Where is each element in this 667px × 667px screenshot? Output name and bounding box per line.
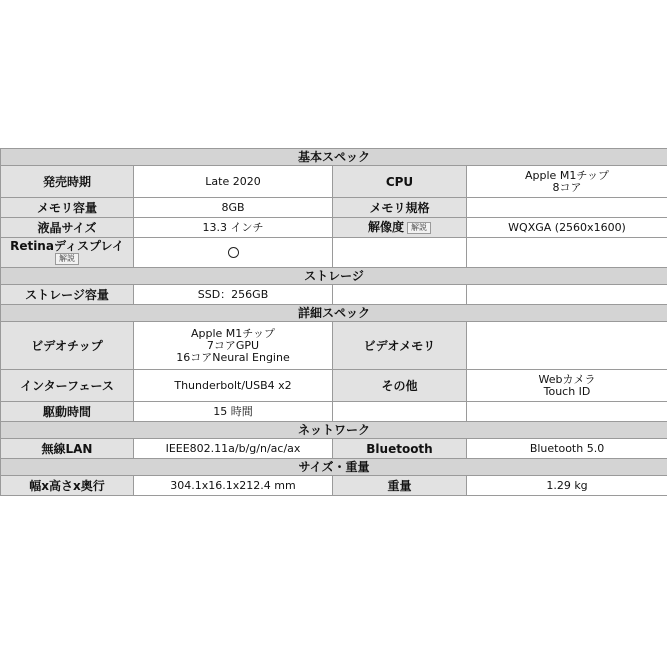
label-bluetooth: Bluetooth (333, 439, 467, 459)
value-wireless-lan: IEEE802.11a/b/g/n/ac/ax (134, 439, 333, 459)
label-cpu: CPU (333, 166, 467, 198)
label-dimensions: 幅x高さx奥行 (1, 476, 134, 496)
label-other: その他 (333, 370, 467, 402)
label-interface: インターフェース (1, 370, 134, 402)
value-resolution: WQXGA (2560x1600) (467, 218, 667, 238)
section-title-size: サイズ・重量 (1, 459, 667, 476)
label-weight: 重量 (333, 476, 467, 496)
value-video-line2: 7コアGPU (206, 338, 260, 352)
table-row (1, 166, 667, 198)
value-weight: 1.29 kg (467, 476, 667, 496)
value-other (467, 370, 667, 402)
value-retina (134, 238, 333, 268)
label-video-chip: ビデオチップ (1, 322, 134, 370)
label-battery: 駆動時間 (1, 402, 134, 422)
table-row (1, 285, 667, 305)
empty-cell (333, 238, 467, 268)
section-title-network: ネットワーク (1, 422, 667, 439)
table-row (1, 218, 667, 238)
value-dimensions: 304.1x16.1x212.4 mm (134, 476, 333, 496)
empty-cell (333, 285, 467, 305)
value-video-memory (467, 322, 667, 370)
label-retina: Retinaディスプレイ (10, 239, 124, 253)
label-storage-capacity: ストレージ容量 (1, 285, 134, 305)
section-title-storage: ストレージ (1, 268, 667, 285)
value-display-size: 13.3 インチ (134, 218, 333, 238)
value-interface: Thunderbolt/USB4 x2 (134, 370, 333, 402)
label-display-size: 液晶サイズ (1, 218, 134, 238)
label-memory: メモリ容量 (1, 198, 134, 218)
section-title-detail: 詳細スペック (1, 305, 667, 322)
value-video-line3: 16コアNeural Engine (176, 350, 290, 364)
value-cpu-line2: 8コア (552, 180, 582, 194)
empty-cell (467, 285, 667, 305)
label-retina-cell (1, 238, 134, 268)
value-memory-spec (467, 198, 667, 218)
label-resolution: 解像度 (367, 220, 404, 235)
table-row (1, 322, 667, 370)
circle-check-icon (228, 247, 239, 258)
value-cpu-line1: Apple M1チップ (525, 168, 609, 182)
value-release: Late 2020 (134, 166, 333, 198)
value-memory: 8GB (134, 198, 333, 218)
value-battery: 15 時間 (134, 402, 333, 422)
empty-cell (333, 402, 467, 422)
value-other-line2: Touch ID (543, 384, 591, 398)
label-video-memory: ビデオメモリ (333, 322, 467, 370)
empty-cell (467, 402, 667, 422)
explain-retina-button[interactable]: 解説 (55, 253, 79, 265)
label-resolution-cell (333, 218, 467, 238)
table-row (1, 238, 667, 268)
label-memory-spec: メモリ規格 (333, 198, 467, 218)
table-row (1, 370, 667, 402)
section-row-basic (1, 149, 667, 166)
section-row-storage (1, 268, 667, 285)
table-row (1, 402, 667, 422)
explain-resolution-button[interactable]: 解説 (407, 222, 431, 234)
spec-table (0, 148, 667, 496)
table-row (1, 198, 667, 218)
section-title-basic: 基本スペック (1, 149, 667, 166)
empty-cell (467, 238, 667, 268)
value-storage-capacity: SSD：256GB (134, 285, 333, 305)
table-row (1, 439, 667, 459)
label-wireless-lan: 無線LAN (1, 439, 134, 459)
section-row-detail (1, 305, 667, 322)
value-cpu (467, 166, 667, 198)
value-video-chip (134, 322, 333, 370)
label-release: 発売時期 (1, 166, 134, 198)
value-other-line1: Webカメラ (538, 372, 596, 386)
section-row-network (1, 422, 667, 439)
table-row (1, 476, 667, 496)
section-row-size (1, 459, 667, 476)
value-video-line1: Apple M1チップ (191, 326, 275, 340)
value-bluetooth: Bluetooth 5.0 (467, 439, 667, 459)
